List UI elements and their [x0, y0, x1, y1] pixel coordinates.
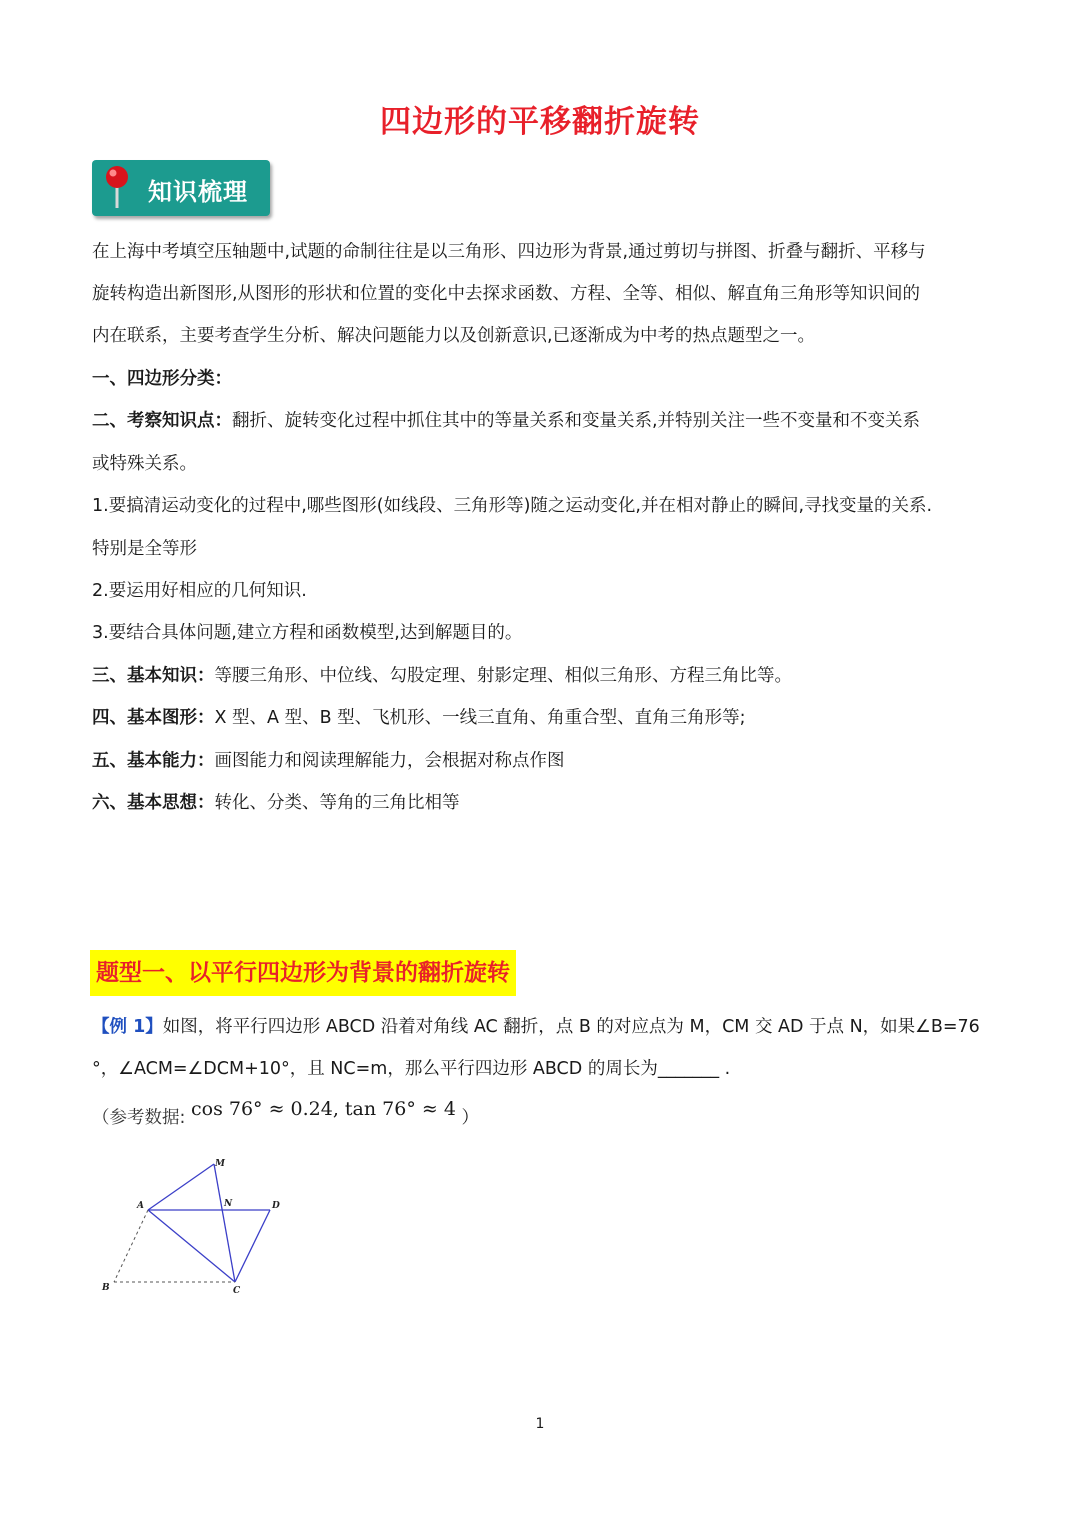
intro-line-1: 在上海中考填空压轴题中,试题的命制往往是以三角形、四边形为背景,通过剪切与拼图、折叠与翻折、平移与	[92, 242, 926, 262]
point-4-text: X 型、A 型、B 型、飞机形、一线三直角、角重合型、直角三角形等;	[214, 708, 746, 728]
label-A: A	[137, 1201, 144, 1211]
label-C: C	[233, 1286, 241, 1296]
label-M: M	[215, 1159, 225, 1169]
segment-DC	[235, 1210, 270, 1282]
point-3-label: 三、基本知识：	[92, 666, 215, 686]
point-6-text: 转化、分类、等角的三角比相等	[214, 793, 460, 813]
segment-MC	[214, 1164, 235, 1282]
label-D: D	[272, 1201, 280, 1211]
example-text-1: 如图，将平行四边形 ABCD 沿着对角线 AC 翻折，点 B 的对应点为 M，CM 交 AD 于点 N，如果∠B=76	[162, 1017, 980, 1037]
point-3	[92, 664, 792, 688]
parallelogram-figure	[96, 1152, 296, 1297]
example-line-1	[92, 1015, 980, 1039]
segment-AB	[114, 1210, 148, 1282]
point-3-text: 等腰三角形、中位线、勾股定理、射影定理、相似三角形、方程三角比等。	[214, 666, 792, 686]
point-4	[92, 706, 746, 730]
point-1-label: 一、四边形分类：	[92, 369, 232, 389]
point-5-text: 画图能力和阅读理解能力，会根据对称点作图	[214, 751, 565, 771]
point-2-text: 翻折、旋转变化过程中抓住其中的等量关系和变量关系,并特别关注一些不变量和不变关系	[232, 411, 921, 431]
item-1-cont: 特别是全等形	[92, 539, 197, 559]
reference-math: cos 76° ≈ 0.24, tan 76° ≈ 4	[190, 1098, 456, 1120]
item-2: 2.要运用好相应的几何知识.	[92, 581, 307, 601]
point-6-label: 六、基本思想：	[92, 793, 215, 813]
reference-data	[92, 1098, 479, 1130]
section-heading: 题型一、以平行四边形为背景的翻折旋转	[90, 950, 516, 996]
point-5	[92, 749, 565, 773]
example-line-2: °，∠ACM=∠DCM+10°，且 NC=m，那么平行四边形 ABCD 的周长为_______ .	[92, 1059, 731, 1079]
item-1: 1.要搞清运动变化的过程中,哪些图形(如线段、三角形等)随之运动变化,并在相对静止的瞬间,寻找变量的关系.	[92, 496, 933, 516]
pushpin-icon	[100, 164, 134, 212]
label-B: B	[102, 1283, 110, 1293]
label-N: N	[224, 1199, 233, 1209]
reference-suffix: ）	[461, 1108, 479, 1128]
segment-AM	[148, 1164, 214, 1210]
section-badge	[92, 160, 270, 216]
reference-prefix: （参考数据:	[92, 1108, 186, 1128]
point-6	[92, 791, 460, 815]
segment-AC	[148, 1210, 235, 1282]
point-2	[92, 409, 920, 433]
badge-label: 知识梳理	[148, 178, 248, 206]
point-5-label: 五、基本能力：	[92, 751, 215, 771]
page-number: 1	[535, 1416, 545, 1432]
point-2-cont: 或特殊关系。	[92, 454, 197, 474]
example-tag: 【例 1】	[92, 1017, 163, 1037]
point-4-label: 四、基本图形：	[92, 708, 215, 728]
page-title: 四边形的平移翻折旋转	[380, 104, 700, 140]
intro-line-2: 旋转构造出新图形,从图形的形状和位置的变化中去探求函数、方程、全等、相似、解直角三角形等知识间的	[92, 284, 921, 304]
intro-line-3: 内在联系，主要考查学生分析、解决问题能力以及创新意识,已逐渐成为中考的热点题型之一。	[92, 326, 816, 346]
point-2-label: 二、考察知识点：	[92, 411, 232, 431]
item-3: 3.要结合具体问题,建立方程和函数模型,达到解题目的。	[92, 623, 523, 643]
